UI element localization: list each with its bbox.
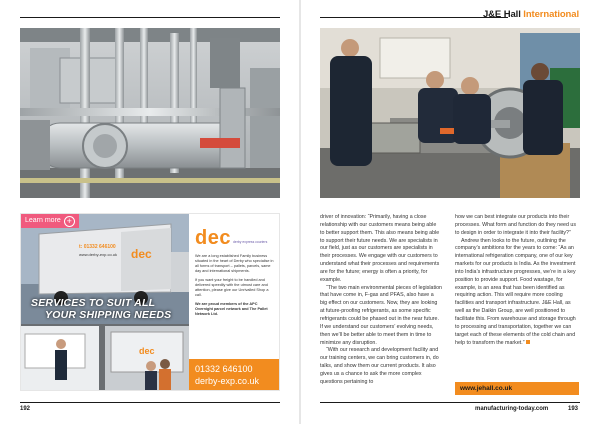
right-top-rule — [320, 17, 508, 18]
right-page-number: 193 — [568, 406, 579, 412]
tagline-line-1: SERVICES TO SUIT ALL — [31, 297, 156, 309]
workshop-photo — [320, 28, 580, 198]
brand-primary: J&E Hall — [482, 9, 521, 20]
article-paragraph: how we can best integrate our products into their processes. What form and function do they need us to design in order to integrate it into their facility?” — [455, 214, 577, 236]
publication-site: manufacturing-today.com — [475, 406, 549, 412]
advert-copy-3: We are proud members of the APC Overnight parcel network and The Pallet Network Ltd. — [195, 302, 268, 316]
section-brand — [483, 9, 579, 20]
advert-info-panel — [189, 214, 280, 391]
right-footer-rule — [320, 402, 580, 403]
tagline-line-2: YOUR SHIPPING NEEDS — [45, 309, 172, 321]
svg-text:dec: dec — [139, 346, 155, 356]
article-paragraph — [455, 238, 577, 348]
article-paragraph: “The two main environmental pieces of legislation that have come in, F-gas and PFAS, also have a big effect on our customers. Now, they are looking at future-proofing refrigerants, as some specific refrigerants could be phased out in the near future. If we understand our customers’ evolving needs, then we’ll be better able to meet them in time to minimize any disruption. — [320, 284, 443, 346]
plus-icon: + — [64, 216, 75, 227]
advert-copy — [195, 254, 275, 317]
dec-logo — [195, 222, 275, 248]
article-paragraph-text: Andrew then looks to the future, outlining the company’s ambitions for the years to come: “As an international refrigeration company, one of our key markets for our products is India. As the investment into India’s infrastructure progresses, we’re in a key position to provide support. Food wastage, for example, is an area that has been identified as requiring action. This will require more cooling facilities and transport infrastructure. J&E Hall, as well as the Daikin Group, are well positioned to facilitate this. From warehouse and storage through to processing and transportation, together we can target each of these elements of the cold chain and help to transform the market.” — [455, 237, 576, 346]
page-spine — [299, 0, 301, 424]
workshop-photo-icon — [320, 28, 580, 198]
left-top-rule — [20, 17, 280, 18]
machinery-photo — [20, 28, 280, 198]
article-paragraph: driver of innovation: “Primarily, having a close relationship with our customers means being able to better support them. This also means being able to support their future needs. We are specialists in our field, just as our customers are specialists in their processes. We engage with our customers to understand what their processes and requirements are for the future; energy is often a priority, for example. — [320, 214, 440, 283]
truck-phone-text: t: 01332 646100 — [79, 244, 116, 250]
advert-phone[interactable]: 01332 646100 — [195, 364, 253, 374]
advert-copy-1: We are a long established Family business situated in the heart of Derby who specialise in all forms of transport – pallets, parcels, same day and international shipments. — [195, 254, 274, 273]
left-page-number: 192 — [20, 406, 31, 412]
dec-advert[interactable] — [20, 213, 280, 391]
end-mark-icon — [526, 340, 530, 344]
article-column-1 — [320, 214, 442, 387]
advert-copy-2: If you want your freight to be handled and delivered speedily with the utmost care and attention, please give our Unrivalled Shop a call. — [195, 278, 269, 297]
truck-web-text: www.derby-exp.co.uk — [79, 252, 118, 257]
advert-tagline — [31, 297, 189, 321]
advert-web[interactable]: derby-exp.co.uk — [195, 376, 260, 386]
article-paragraph: “With our research and development facility and our training centers, we can bring customers in, do talks, and show them our current products. It also gives us a chance to ask the more complex questions pertaining to — [320, 347, 439, 385]
dec-logo-sub: derby express couriers — [232, 240, 268, 244]
learn-more-button[interactable] — [21, 214, 79, 228]
advert-contact-box[interactable] — [189, 359, 280, 391]
left-footer-rule — [20, 402, 280, 403]
svg-text:dec: dec — [131, 247, 152, 261]
advert-truck-panel — [21, 214, 189, 391]
learn-more-label: Learn more — [25, 217, 61, 224]
dec-logo-mark: dec — [195, 227, 231, 249]
article-column-2 — [455, 214, 577, 347]
company-url-link[interactable]: www.jehall.co.uk — [455, 382, 579, 395]
machinery-photo-icon — [20, 28, 280, 198]
brand-accent: International — [523, 9, 579, 20]
